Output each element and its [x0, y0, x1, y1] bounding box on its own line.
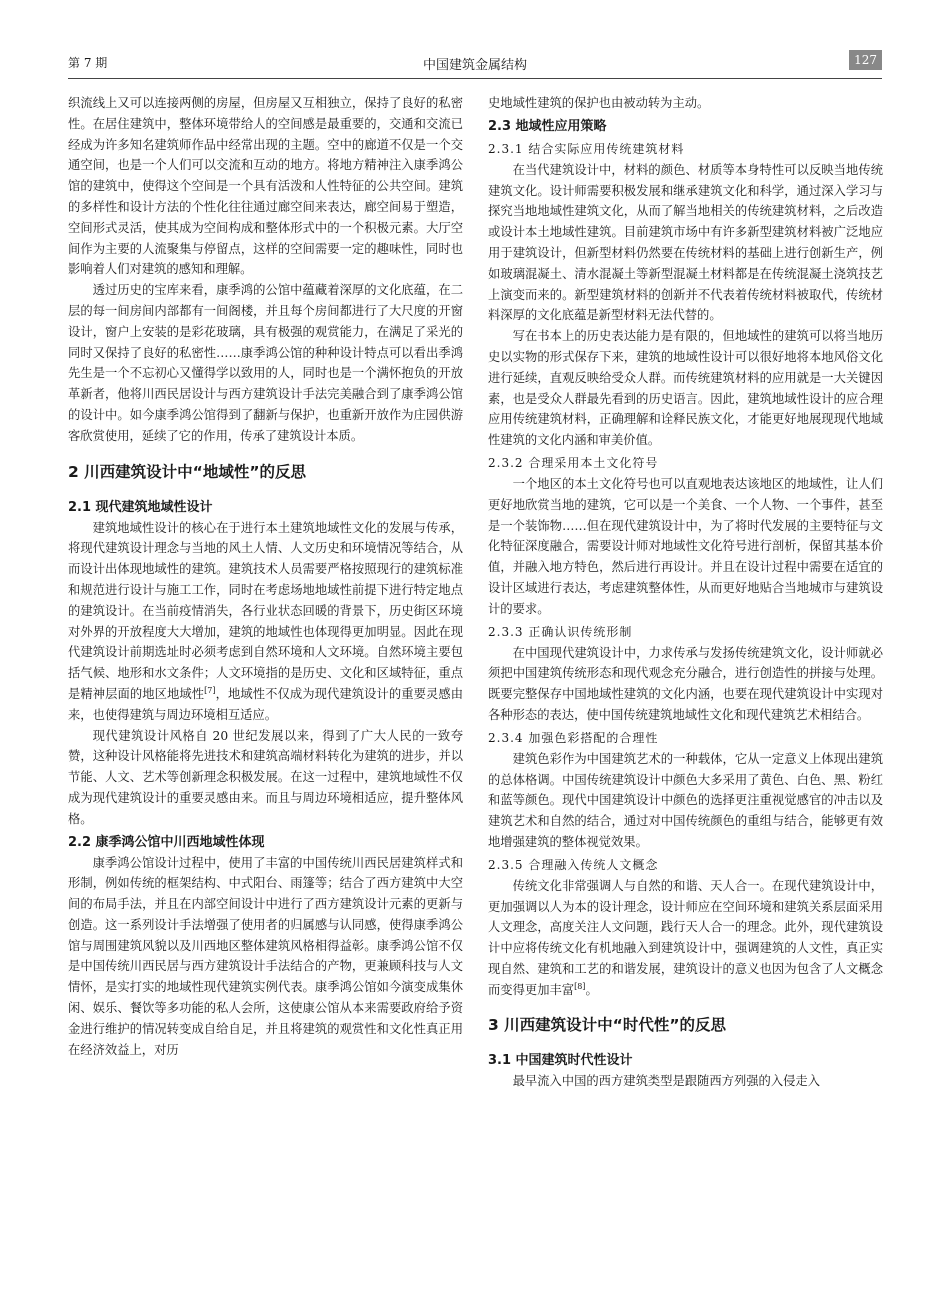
- paragraph: 写在书本上的历史表达能力是有限的，但地域性的建筑可以将当地历史以实物的形式保存下来，建筑的地域性设计可以很好地将本地风俗文化进行延续，直观反映给受众人群。而传统建筑材料的应用就是一大关键因素，也是受众人群最先看到的历史语言。因此，建筑地域性设计的应合理应用传统建筑材料，正确理解和诠释民族文化，才能更好地展现现代地域性建筑的文化内涵和审美价值。: [488, 329, 883, 448]
- right-column: [488, 93, 883, 1092]
- paragraph: 在当代建筑设计中，材料的颜色、材质等本身特性可以反映当地传统建筑文化。设计师需要积极发展和继承建筑文化和科学，通过深入学习与探究当地地域性建筑文化，从而了解当地相关的传统建筑材料，之后改造或设计本土地域性建筑。目前建筑市场中有许多新型建筑材料被广泛地应用于建筑设计，但新型材料仍然要在传统材料的基础上进行创新生产，例如玻璃混凝土、清水混凝土等新型混凝土材料都是在传统混凝土浇筑技艺上演变而来的。新型建筑材料的创新并不代表着传统材料被取代，传统材料深厚的文化底蕴是新型材料无法代替的。: [488, 162, 883, 323]
- paragraph: [68, 518, 463, 726]
- subsection-heading-2-1: 2.1 现代建筑地域性设计: [68, 499, 213, 515]
- paragraph: 一个地区的本土文化符号也可以直观地表达该地区的地域性，让人们更好地欣赏当地的建筑，它可以是一个美食、一个人物、一个事件，甚至是一个装饰物……但在现代建筑设计中，为了将时代发展的主要特征与文化特征深度融合，需要设计师对地域性文化符号进行剖析，保留其基本价值，并融入地方特色，然后进行再设计。并且在设计过程中需要在适宜的设计区域进行表达，考虑建筑整体性，从而更好地贴合当地城市与建筑设计的要求。: [488, 476, 883, 616]
- subsubsection-heading-2-3-1: 2.3.1 结合实际应用传统建筑材料: [488, 141, 685, 156]
- subsubsection-heading-2-3-2: 2.3.2 合理采用本土文化符号: [488, 455, 659, 470]
- journal-title: 中国建筑金属结构: [422, 58, 527, 73]
- citation-ref-8: [8]: [574, 981, 586, 991]
- paragraph: 现代建筑设计风格自 20 世纪发展以来，得到了广大人民的一致夸赞，这种设计风格能将先进技术和建筑高端材料转化为建筑的进步，并以节能、人文、艺术等创新理念积极发展。在这一过程中，建筑地域性不仅成为现代建筑设计的重要灵感由来。而且与周边环境相适应，提升整体风格。: [68, 728, 463, 826]
- paragraph: 史地域性建筑的保护也由被动转为主动。: [488, 96, 710, 110]
- paragraph: 透过历史的宝库来看，康季鸿的公馆中蕴藏着深厚的文化底蕴，在二层的每一间房间内部都有一间阁楼，并且每个房间都进行了大尺度的开窗设计，窗户上安装的是彩花玻璃，具有极强的观赏能力，在满足了采光的同时又保持了良好的私密性……康季鸿公馆的种种设计特点可以看出季鸿先生是一个不忘初心又懂得学以致用的人，同时也是一个满怀抱负的开放革新者，他将川西民居设计与西方建筑设计手法完美融合到了康季鸿公馆的设计中。如今康季鸿公馆得到了翻新与保护，也重新开放作为庄园供游客欣赏使用，延续了它的作用，传承了建筑设计本质。: [68, 283, 463, 443]
- paragraph-text: ，地域性不仅成为现代建筑设计的重要灵感由来，也使得建筑与周边环境相互适应。: [68, 686, 463, 722]
- page-number-badge: 127: [849, 50, 882, 70]
- left-column: [68, 93, 463, 1060]
- section-heading-2: 2 川西建筑设计中“地域性”的反思: [68, 462, 307, 481]
- subsubsection-heading-2-3-4: 2.3.4 加强色彩搭配的合理性: [488, 730, 659, 745]
- paragraph: 在中国现代建筑设计中，力求传承与发扬传统建筑文化，设计师就必须把中国建筑传统形态和现代观念充分融合，进行创造性的拼接与处理。既要完整保存中国地域性建筑的文化内涵，也要在现代建筑设计中实现对各种形态的表达，使中国传统建筑地域性文化和现代建筑艺术相结合。: [488, 645, 883, 722]
- subsection-heading-2-2: 2.2 康季鸿公馆中川西地域性体现: [68, 834, 265, 850]
- subsubsection-heading-2-3-3: 2.3.3 正确认识传统形制: [488, 624, 633, 639]
- subsection-heading-2-3: 2.3 地域性应用策略: [488, 118, 607, 134]
- paragraph-text: 建筑地域性设计的核心在于进行本土建筑地域性文化的发展与传承，将现代建筑设计理念与当地的风土人情、人文历史和环境情况等结合，从而设计出体现地域性的建筑。建筑技术人员需要严格按照现行的建筑标准和规范进行设计与施工工作，同时在考虑场地地域性前提下进行特定地点的建筑设计。在当前疫情消失，各行业状态回暖的背景下，历史街区环境对外界的开放程度大大增加，建筑的地域性也体现得更加明显。因此在现代建筑设计前期选址时必须考虑到自然环境和人文环境。自然环境主要包括气候、地形和水文条件；人文环境指的是历史、文化和区域特征，重点是精神层面的地区地域性: [68, 520, 463, 701]
- section-heading-3: 3 川西建筑设计中“时代性”的反思: [488, 1016, 727, 1035]
- subsubsection-heading-2-3-5: 2.3.5 合理融入传统人文概念: [488, 857, 659, 872]
- paragraph: [488, 876, 883, 1001]
- paragraph-text: 传统文化非常强调人与自然的和谐、天人合一。在现代建筑设计中，更加强调以人为本的设计理念，设计师应在空间环境和建筑关系层面采用人文理念，高度关注人文问题，践行天人合一的理念。此外，现代建筑设计中应将传统文化有机地融入到建筑设计中，强调建筑的人文性，真正实现自然、建筑和工艺的和谐发展，建筑设计的意义也因为包含了人文概念而变得更加丰富: [488, 878, 883, 997]
- subsection-heading-3-1: 3.1 中国建筑时代性设计: [488, 1053, 633, 1069]
- paragraph: 康季鸿公馆设计过程中，使用了丰富的中国传统川西民居建筑样式和形制，例如传统的框架结构、中式阳台、雨篷等；结合了西方建筑中大空间的布局手法，并且在内部空间设计中进行了西方建筑设计元素的更新与创造。这一系列设计手法增强了使用者的归属感与认同感，使得康季鸿公馆与周围建筑风貌以及川西地区整体建筑风格相得益彰。康季鸿公馆不仅是中国传统川西民居与西方建筑设计手法结合的产物，更兼顾科技与人文情怀，是实打实的地域性现代建筑实例代表。康季鸿公馆如今演变成集休闲、娱乐、餐饮等多功能的私人会所，这使康公馆从本来需要政府给予资金进行维护的情况转变成自给自足，并且将建筑的观赏性和文化性真正用在经济效益上，对历: [68, 855, 463, 1057]
- issue-label: 第 7 期: [68, 56, 108, 70]
- page-header: [68, 50, 882, 79]
- paragraph: 最早流入中国的西方建筑类型是跟随西方列强的入侵走入: [512, 1074, 821, 1089]
- citation-ref-7: [7]: [204, 685, 216, 695]
- paragraph-text: 。: [585, 982, 598, 997]
- paragraph: 织流线上又可以连接两侧的房屋，但房屋又互相独立，保持了良好的私密性。在居住建筑中，整体环境带给人的空间感是最重要的，交通和交流已经成为许多知名建筑师作品中经常出现的主题。空中的廊道不仅是一个交通空间，也是一个人们可以交流和互动的地方。将地方精神注入康季鸿公馆的建筑中，使得这个空间是一个具有活泼和人性特征的公共空间。建筑的多样性和设计方法的个性化往往通过廊空间来表达，廊空间易于塑造，空间形式灵活，使其成为空间构成和整体形式中的一个积极元素。大厅空间作为主要的人流聚集与停留点，这样的空间需要一定的趣味性，同时也影响着人们对建筑的感知和理解。: [68, 96, 463, 277]
- paragraph: 建筑色彩作为中国建筑艺术的一种载体，它从一定意义上体现出建筑的总体格调。中国传统建筑设计中颜色大多采用了黄色、白色、黑、粉红和蓝等颜色。现代中国建筑设计中颜色的选择更注重视觉感官的冲击以及建筑艺术和自然的结合，通过对中国传统颜色的重组与结合，能够更有效地增强建筑的整体视觉效果。: [488, 751, 883, 849]
